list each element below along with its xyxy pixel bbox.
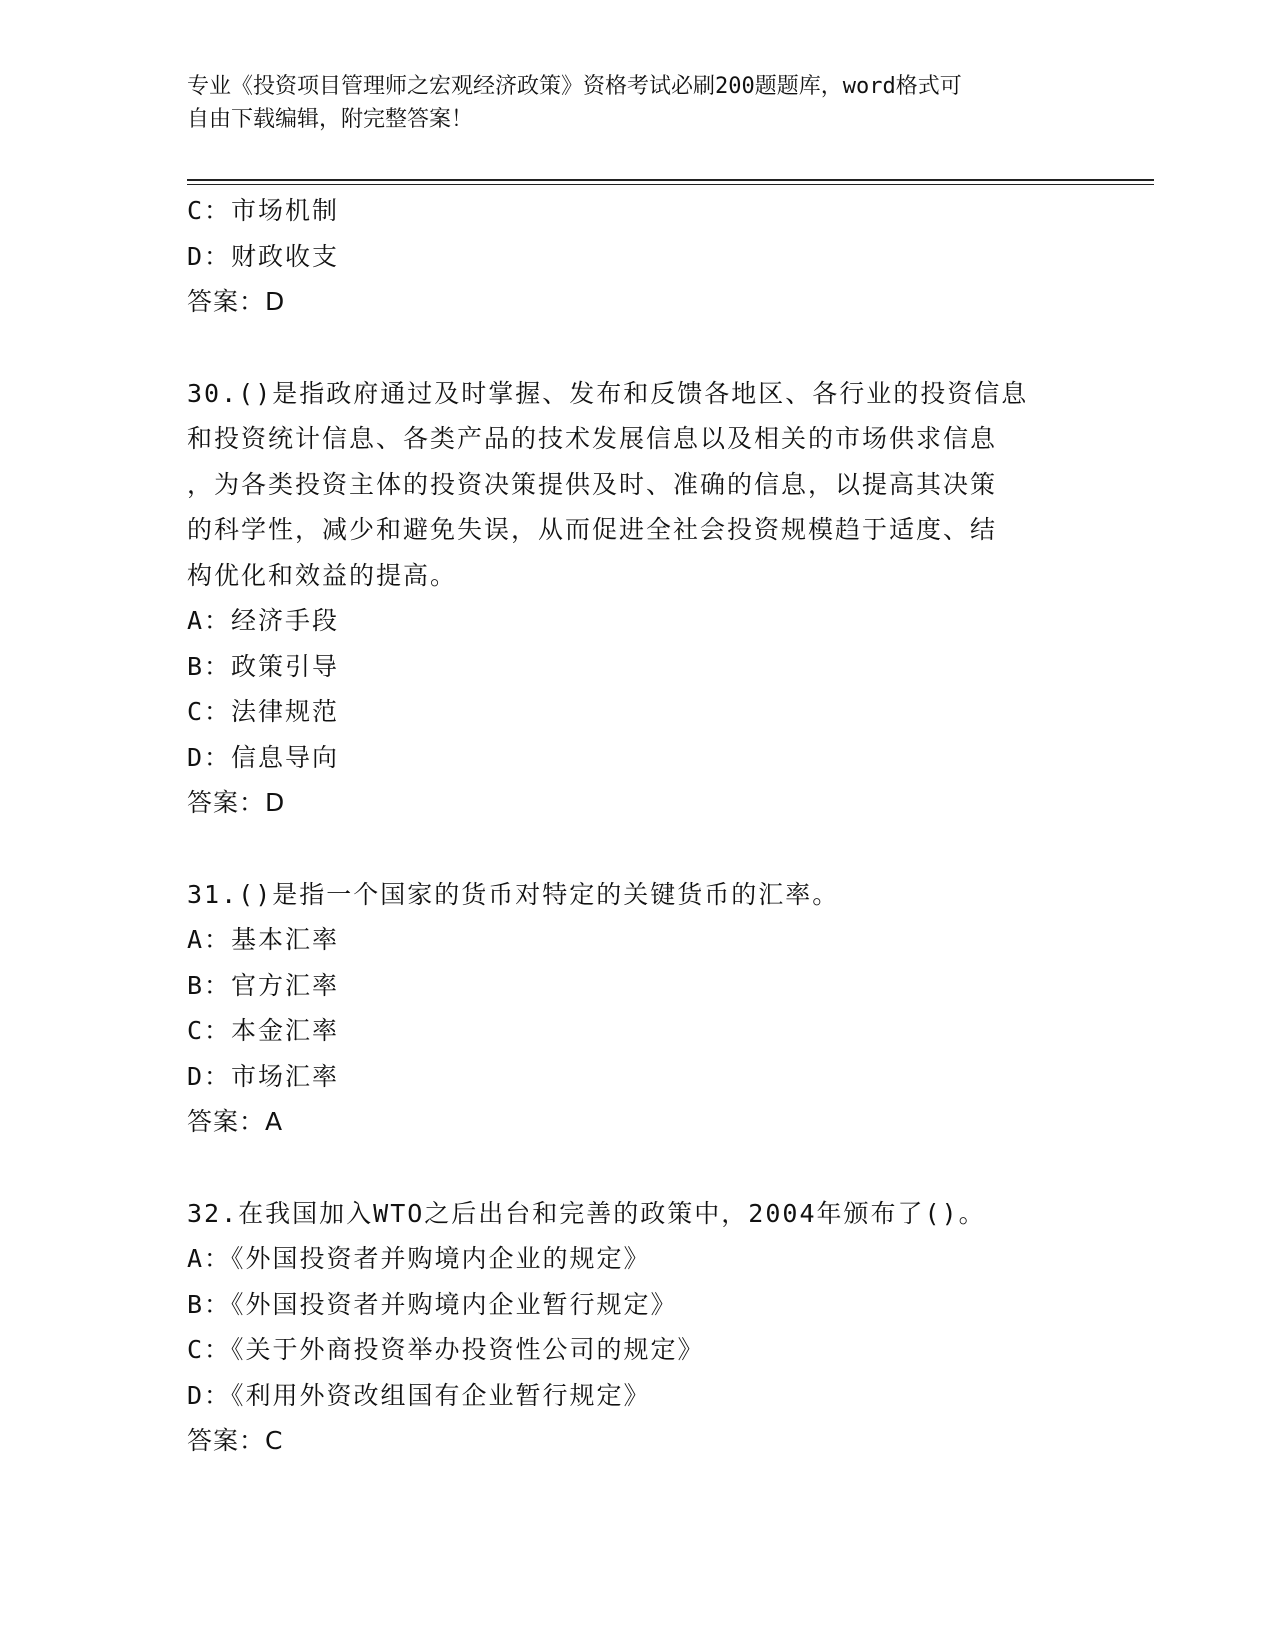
option-b: B：政策引导 (187, 651, 340, 681)
question-stem-line: 和投资统计信息、各类产品的技术发展信息以及相关的市场供求信息 (187, 424, 998, 453)
answer-line: 答案：A (187, 1107, 284, 1136)
question-content (187, 188, 1087, 1464)
header-divider-thick (187, 179, 1154, 181)
option-a: A：《外国投资者并购境内企业的规定》 (187, 1244, 651, 1273)
question-stem-line: 构优化和效益的提高。 (187, 560, 458, 590)
header-line-1: 专业《投资项目管理师之宏观经济政策》资格考试必刷200题题库，word格式可 (187, 74, 962, 99)
question-31 (187, 872, 1087, 1145)
previous-question-tail (187, 188, 1087, 325)
question-32 (187, 1191, 1087, 1464)
option-d: D：《利用外资改组国有企业暂行规定》 (187, 1380, 651, 1410)
answer-line: 答案：C (187, 1426, 284, 1455)
option-c: C：本金汇率 (187, 1016, 340, 1045)
question-stem-line: 的科学性，减少和避免失误，从而促进全社会投资规模趋于适度、结 (187, 515, 998, 544)
question-stem-line: 31.()是指一个国家的货币对特定的关键货币的汇率。 (187, 879, 840, 909)
question-30 (187, 371, 1087, 826)
option-c: C：市场机制 (187, 196, 340, 225)
option-c: C：法律规范 (187, 697, 340, 726)
question-stem-line: 30.()是指政府通过及时掌握、发布和反馈各地区、各行业的投资信息 (187, 378, 1029, 408)
question-stem-line: ，为各类投资主体的投资决策提供及时、准确的信息，以提高其决策 (187, 469, 998, 499)
option-a: A：经济手段 (187, 606, 340, 635)
header-divider-thin (187, 184, 1154, 185)
document-header (187, 70, 1067, 136)
option-d: D：市场汇率 (187, 1061, 340, 1091)
option-d: D：财政收支 (187, 241, 340, 271)
answer-line: 答案：D (187, 788, 286, 817)
option-c: C：《关于外商投资举办投资性公司的规定》 (187, 1335, 705, 1364)
answer-line: 答案：D (187, 287, 286, 316)
option-a: A：基本汇率 (187, 925, 340, 954)
option-b: B：官方汇率 (187, 970, 340, 1000)
option-d: D：信息导向 (187, 742, 340, 772)
header-line-2: 自由下载编辑，附完整答案！ (187, 107, 474, 132)
question-stem-line: 32.在我国加入WTO之后出台和完善的政策中，2004年颁布了()。 (187, 1198, 986, 1228)
option-b: B：《外国投资者并购境内企业暂行规定》 (187, 1289, 678, 1319)
